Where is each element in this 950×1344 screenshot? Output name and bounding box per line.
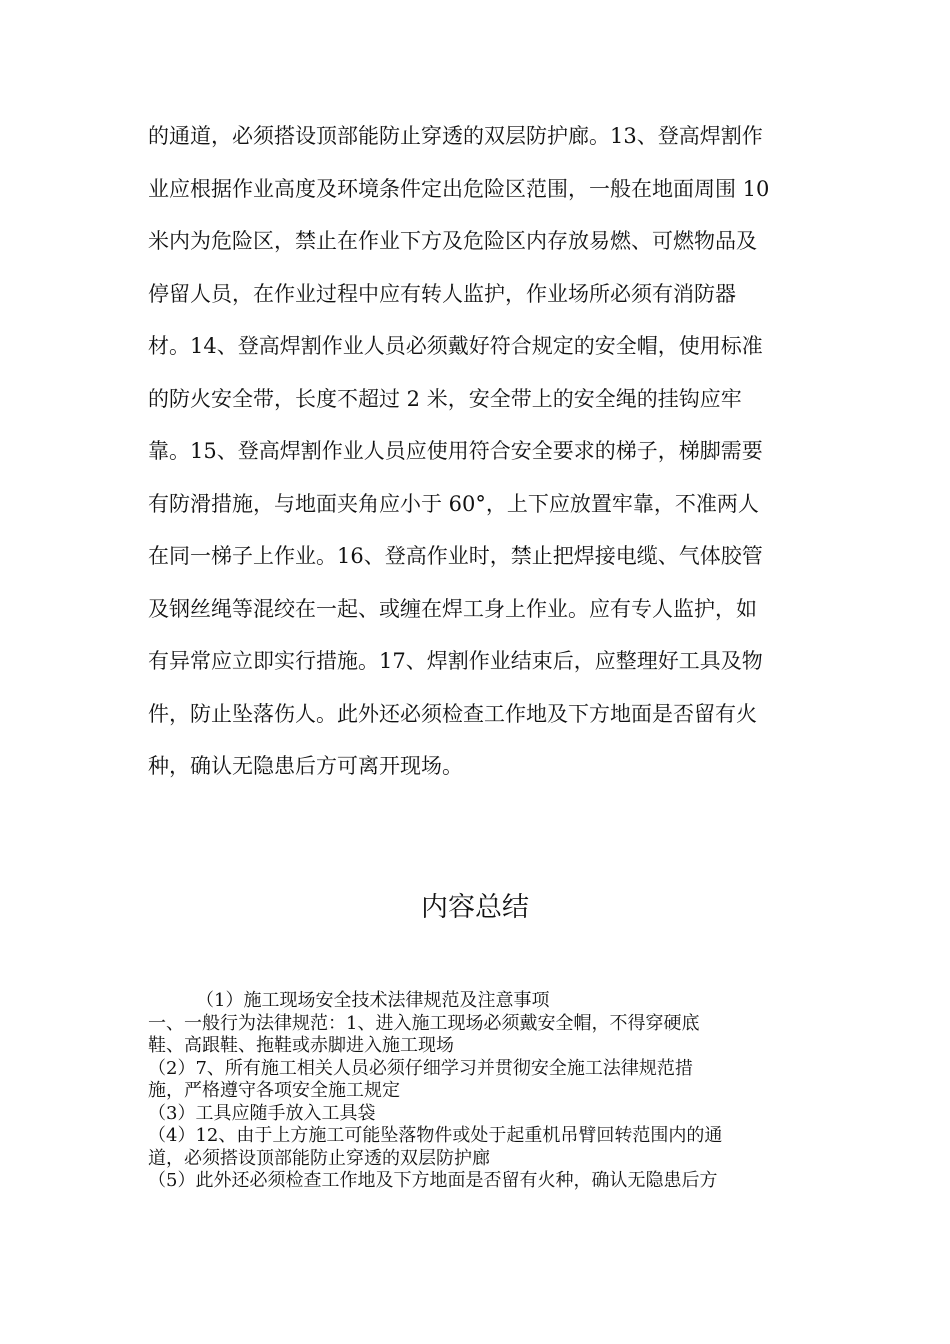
body-line: 件，防止坠落伤人。此外还必须检查工作地及下方地面是否留有火 [148, 701, 757, 726]
body-line: 有防滑措施，与地面夹角应小于 60°，上下应放置牢靠，不准两人 [148, 491, 759, 516]
body-line: 有异常应立即实行措施。17、焊割作业结束后，应整理好工具及物 [148, 649, 763, 673]
body-line: 在同一梯子上作业。16、登高作业时，禁止把焊接电缆、气体胶管 [148, 544, 763, 568]
summary-item-4: （4）12、由于上方施工可能坠落物件或处于起重机吊臂回转范围内的通 [148, 1125, 723, 1146]
summary-item-3: （3）工具应随手放入工具袋 [148, 1102, 376, 1124]
summary-list [148, 990, 818, 1193]
summary-item-2: （2）7、所有施工相关人员必须仔细学习并贯彻安全施工法律规范措 [148, 1057, 693, 1079]
body-line: 停留人员，在作业过程中应有转人监护，作业场所必须有消防器 [148, 281, 736, 306]
summary-title: 内容总结 [421, 892, 529, 923]
summary-item-1-text: 一、一般行为法律规范：1、进入施工现场必须戴安全帽，不得穿硬底 [148, 1012, 700, 1034]
body-line: 业应根据作业高度及环境条件定出危险区范围，一般在地面周围 10 [148, 176, 770, 201]
summary-item-1-text: 鞋、高跟鞋、拖鞋或赤脚进入施工现场 [148, 1035, 454, 1056]
summary-item-1: （1）施工现场安全技术法律规范及注意事项 [196, 990, 550, 1011]
body-line: 靠。15、登高焊割作业人员应使用符合安全要求的梯子，梯脚需要 [148, 439, 763, 463]
body-line: 种，确认无隐患后方可离开现场。 [148, 754, 463, 778]
summary-item-2-text: 施，严格遵守各项安全施工规定 [148, 1080, 400, 1101]
summary-item-5: （5）此外还必须检查工作地及下方地面是否留有火种，确认无隐患后方 [148, 1170, 718, 1191]
body-line: 的通道，必须搭设顶部能防止穿透的双层防护廊。13、登高焊割作 [148, 124, 763, 148]
body-line: 的防火安全带，长度不超过 2 米，安全带上的安全绳的挂钩应牢 [148, 386, 742, 411]
body-paragraph [148, 116, 808, 799]
body-line: 及钢丝绳等混绞在一起、或缠在焊工身上作业。应有专人监护，如 [148, 596, 757, 621]
summary-item-4-text: 道，必须搭设顶部能防止穿透的双层防护廊 [148, 1147, 490, 1169]
body-line: 材。14、登高焊割作业人员必须戴好符合规定的安全帽，使用标准 [148, 334, 763, 358]
body-line: 米内为危险区，禁止在作业下方及危险区内存放易燃、可燃物品及 [148, 229, 757, 253]
